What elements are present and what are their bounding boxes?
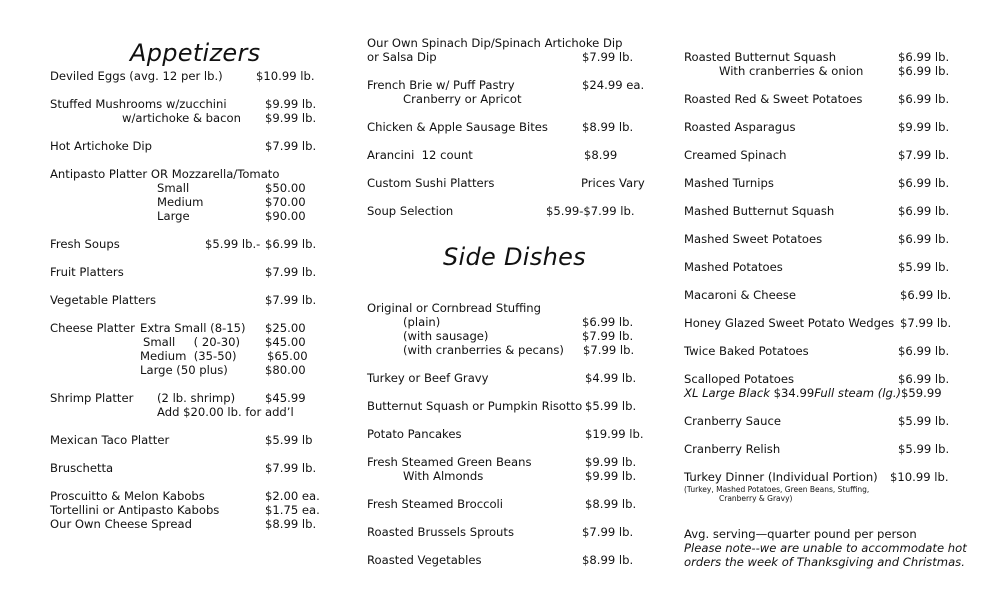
spinach-dip-name-2: or Salsa Dip: [367, 50, 437, 64]
red-sweet-price: $6.99 lb.: [898, 92, 950, 106]
spinach-dip-name: Our Own Spinach Dip/Spinach Artichoke Dip: [367, 36, 623, 50]
cheese-platter-size: Large (50 plus): [140, 363, 228, 377]
mashed-sweet-price: $6.99 lb.: [898, 232, 950, 246]
shrimp-platter-name: Shrimp Platter: [50, 391, 134, 405]
proscuitto-name: Proscuitto & Melon Kabobs: [50, 489, 205, 503]
stuffing-option: (with sausage): [403, 329, 489, 343]
sushi-name: Custom Sushi Platters: [367, 176, 495, 190]
potato-pancakes-name: Potato Pancakes: [367, 427, 462, 441]
turkey-dinner-price: $10.99 lb.: [890, 470, 949, 484]
side-dishes-heading: Side Dishes: [443, 243, 586, 271]
fresh-soups-price-low: $5.99 lb.-: [205, 237, 261, 251]
turkey-dinner-note-2: Cranberry & Gravy): [719, 494, 793, 503]
xl-large-black-price: $34.99: [773, 386, 815, 400]
sprouts-price: $7.99 lb.: [582, 525, 634, 539]
mashed-butternut-name: Mashed Butternut Squash: [684, 204, 835, 218]
mashed-potatoes-name: Mashed Potatoes: [684, 260, 783, 274]
green-beans-price: $9.99 lb.: [585, 455, 637, 469]
cheese-platter-name: Cheese Platter: [50, 321, 135, 335]
appetizers-heading: Appetizers: [130, 39, 261, 67]
fresh-soups-name: Fresh Soups: [50, 237, 120, 251]
proscuitto-price: $2.00 ea.: [265, 489, 320, 503]
stuffing-option: (with cranberries & pecans): [403, 343, 564, 357]
cran-sauce-price: $5.99 lb.: [898, 414, 950, 428]
mashed-butternut-price: $6.99 lb.: [898, 204, 950, 218]
sausage-bites-price: $8.99 lb.: [582, 120, 634, 134]
sushi-price: Prices Vary: [581, 176, 645, 190]
cheese-platter-price: $80.00: [265, 363, 306, 377]
shrimp-platter-price: $45.99: [265, 391, 306, 405]
brie-name: French Brie w/ Puff Pastry: [367, 78, 515, 92]
antipasto-name: Antipasto Platter OR Mozzarella/Tomato: [50, 167, 280, 181]
cheese-platter-size: Extra Small (8-15): [140, 321, 246, 335]
avg-serving-note: Avg. serving—quarter pound per person: [684, 527, 917, 541]
sprouts-name: Roasted Brussels Sprouts: [367, 525, 514, 539]
bruschetta-price: $7.99 lb.: [265, 461, 317, 475]
vegetable-platters-name: Vegetable Platters: [50, 293, 157, 307]
arancini-price: $8.99: [584, 148, 618, 162]
stuffed-mushrooms-sub-price: $9.99 lb.: [265, 111, 317, 125]
stuffing-option-price: $6.99 lb.: [582, 315, 634, 329]
antipasto-price: $70.00: [265, 195, 306, 209]
full-steam-price: $59.99: [901, 386, 942, 400]
fruit-platters-name: Fruit Platters: [50, 265, 124, 279]
cheese-spread-name: Our Own Cheese Spread: [50, 517, 192, 531]
creamed-spinach-price: $7.99 lb.: [898, 148, 950, 162]
soup-name: Soup Selection: [367, 204, 454, 218]
taco-platter-name: Mexican Taco Platter: [50, 433, 170, 447]
scalloped-price: $6.99 lb.: [898, 372, 950, 386]
holiday-notice: Please note--we are unable to accommodate hot: [684, 541, 967, 555]
cran-relish-price: $5.99 lb.: [898, 442, 950, 456]
stuffing-name: Original or Cornbread Stuffing: [367, 301, 542, 315]
broccoli-name: Fresh Steamed Broccoli: [367, 497, 503, 511]
cheese-platter-price: $45.00: [265, 335, 306, 349]
brie-price: $24.99 ea.: [582, 78, 645, 92]
scalloped-name: Scalloped Potatoes: [684, 372, 795, 386]
cheese-platter-price: $65.00: [267, 349, 308, 363]
cran-relish-name: Cranberry Relish: [684, 442, 781, 456]
risotto-name: Butternut Squash or Pumpkin Risotto: [367, 399, 583, 413]
vegetable-platters-price: $7.99 lb.: [265, 293, 317, 307]
stuffing-option-price: $7.99 lb.: [582, 329, 634, 343]
sausage-bites-name: Chicken & Apple Sausage Bites: [367, 120, 548, 134]
taco-platter-price: $5.99 lb: [265, 433, 313, 447]
mac-cheese-price: $6.99 lb.: [900, 288, 952, 302]
scalloped-size-line: [684, 386, 942, 400]
deviled-eggs-price: $10.99 lb.: [256, 69, 315, 83]
potato-pancakes-price: $19.99 lb.: [585, 427, 644, 441]
stuffed-mushrooms-sub: w/artichoke & bacon: [122, 111, 241, 125]
antipasto-size: Large: [157, 209, 190, 223]
red-sweet-name: Roasted Red & Sweet Potatoes: [684, 92, 863, 106]
stuffed-mushrooms-price: $9.99 lb.: [265, 97, 317, 111]
brie-sub: Cranberry or Apricot: [403, 92, 522, 106]
cran-sauce-name: Cranberry Sauce: [684, 414, 782, 428]
antipasto-size: Small: [157, 181, 190, 195]
antipasto-price: $90.00: [265, 209, 306, 223]
tortellini-name: Tortellini or Antipasto Kabobs: [50, 503, 220, 517]
wedges-price: $7.99 lb.: [900, 316, 952, 330]
full-steam-label: Full steam (lg.): [814, 386, 902, 400]
butternut-sub: With cranberries & onion: [719, 64, 864, 78]
mashed-turnips-price: $6.99 lb.: [898, 176, 950, 190]
cheese-platter-price: $25.00: [265, 321, 306, 335]
asparagus-name: Roasted Asparagus: [684, 120, 796, 134]
tortellini-price: $1.75 ea.: [265, 503, 320, 517]
arancini-name: Arancini 12 count: [367, 148, 473, 162]
stuffed-mushrooms-name: Stuffed Mushrooms w/zucchini: [50, 97, 227, 111]
shrimp-platter-detail: (2 lb. shrimp): [157, 391, 236, 405]
wedges-name: Honey Glazed Sweet Potato Wedges: [684, 316, 895, 330]
butternut-price: $6.99 lb.: [898, 50, 950, 64]
asparagus-price: $9.99 lb.: [898, 120, 950, 134]
twice-baked-price: $6.99 lb.: [898, 344, 950, 358]
gravy-name: Turkey or Beef Gravy: [367, 371, 489, 385]
xl-large-black-label: XL Large Black: [684, 386, 770, 400]
butternut-name: Roasted Butternut Squash: [684, 50, 837, 64]
cheese-platter-size: Medium (35-50): [140, 349, 237, 363]
fruit-platters-price: $7.99 lb.: [265, 265, 317, 279]
creamed-spinach-name: Creamed Spinach: [684, 148, 787, 162]
mashed-sweet-name: Mashed Sweet Potatoes: [684, 232, 823, 246]
turkey-dinner-note: (Turkey, Mashed Potatoes, Green Beans, Stuffing,: [684, 485, 870, 494]
roasted-veg-price: $8.99 lb.: [582, 553, 634, 567]
mashed-turnips-name: Mashed Turnips: [684, 176, 774, 190]
antipasto-size: Medium: [157, 195, 204, 209]
antipasto-price: $50.00: [265, 181, 306, 195]
hot-artichoke-name: Hot Artichoke Dip: [50, 139, 152, 153]
soup-price: $5.99-$7.99 lb.: [546, 204, 635, 218]
deviled-eggs-name: Deviled Eggs (avg. 12 per lb.): [50, 69, 223, 83]
hot-artichoke-price: $7.99 lb.: [265, 139, 317, 153]
spinach-dip-price: $7.99 lb.: [582, 50, 634, 64]
twice-baked-name: Twice Baked Potatoes: [684, 344, 809, 358]
gravy-price: $4.99 lb.: [585, 371, 637, 385]
holiday-notice-2: orders the week of Thanksgiving and Christmas.: [684, 555, 965, 569]
butternut-sub-price: $6.99 lb.: [898, 64, 950, 78]
stuffing-option-price: $7.99 lb.: [583, 343, 635, 357]
cheese-platter-size: Small ( 20-30): [143, 335, 241, 349]
mashed-potatoes-price: $5.99 lb.: [898, 260, 950, 274]
roasted-veg-name: Roasted Vegetables: [367, 553, 482, 567]
turkey-dinner-name: Turkey Dinner (Individual Portion): [684, 470, 878, 484]
green-beans-sub: With Almonds: [403, 469, 484, 483]
stuffing-option: (plain): [403, 315, 441, 329]
mac-cheese-name: Macaroni & Cheese: [684, 288, 797, 302]
shrimp-platter-extra: Add $20.00 lb. for add’l: [157, 405, 294, 419]
cheese-spread-price: $8.99 lb.: [265, 517, 317, 531]
fresh-soups-price-high: $6.99 lb.: [265, 237, 317, 251]
broccoli-price: $8.99 lb.: [585, 497, 637, 511]
green-beans-name: Fresh Steamed Green Beans: [367, 455, 532, 469]
green-beans-sub-price: $9.99 lb.: [585, 469, 637, 483]
risotto-price: $5.99 lb.: [585, 399, 637, 413]
bruschetta-name: Bruschetta: [50, 461, 114, 475]
